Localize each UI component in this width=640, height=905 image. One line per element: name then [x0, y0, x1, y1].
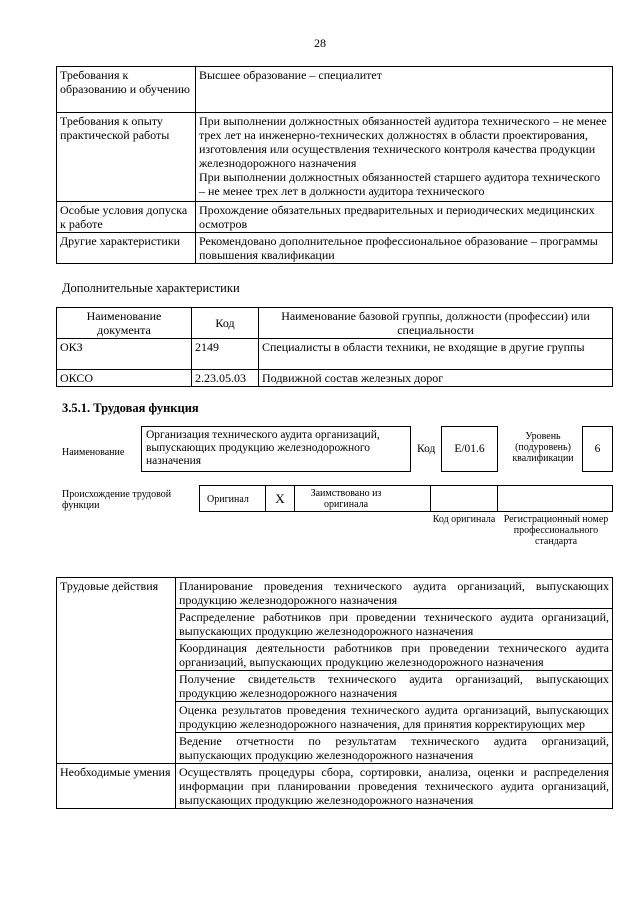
name-cell: Специалисты в области техники, не входящие в другие группы [259, 339, 613, 370]
actions-label: Трудовые действия [57, 578, 176, 764]
other-value: Рекомендовано дополнительное профессиональное образование – программы повышения квалификации [196, 233, 613, 264]
requirements-table [56, 66, 613, 264]
action-item: Распределение работников при проведении технического аудита организаций, выпускающих продукцию железнодорожного назначения [176, 609, 613, 640]
experience-label: Требования к опыту практической работы [57, 113, 196, 202]
additional-title: Дополнительные характеристики [62, 281, 240, 295]
education-label: Требования к образованию и обучению [57, 67, 196, 113]
level-value: 6 [594, 442, 601, 455]
function-heading: 3.5.1. Трудовая функция [62, 401, 199, 415]
function-name: Организация технического аудита организаций, выпускающих продукцию железнодорожного назначения [146, 429, 380, 467]
page-number: 28 [314, 36, 326, 50]
experience-value: При выполнении должностных обязанностей аудитора технического – не менее трех лет на инженерно-технических должностях в области проектирования, изготовления или осуществления технического контроля качества продукции железнодорожного назначения При выполнении должностных обязанностей старшего аудитора технического – не менее трех лет в должности аудитора технического [196, 113, 613, 202]
table-header-row [57, 308, 613, 339]
orig-code-cell [430, 485, 498, 512]
code-value-box [441, 426, 498, 472]
header-doc: Наименование документа [57, 308, 192, 339]
doc-cell: ОКСО [57, 370, 192, 387]
additional-table [56, 307, 613, 387]
table-row [57, 202, 613, 233]
origin-label: Происхождение трудовой функции [62, 489, 172, 511]
table-row [57, 578, 613, 609]
doc-cell: ОКЗ [57, 339, 192, 370]
header-name: Наименование базовой группы, должности (профессии) или специальности [259, 308, 613, 339]
skill-item: Осуществлять процедуры сбора, сортировки, анализа, оценки и распределения информации при планировании проведения технического аудита организаций, выпускающих продукцию железнодорожного назначения [176, 764, 613, 809]
borrowed-label: Заимствовано из оригинала [310, 488, 382, 510]
header-code: Код [192, 308, 259, 339]
code-cell: 2.23.05.03 [192, 370, 259, 387]
original-checkbox[interactable] [265, 485, 295, 512]
table-row [57, 233, 613, 264]
original-label: Оригинал [207, 494, 249, 505]
action-item: Получение свидетельств технического аудита организаций, выпускающих продукцию железнодорожного назначения [176, 671, 613, 702]
table-row [57, 67, 613, 113]
function-name-box [141, 426, 411, 472]
table-row [57, 113, 613, 202]
original-mark: X [275, 490, 285, 506]
table-row [57, 339, 613, 370]
level-value-box [582, 426, 613, 472]
special-conditions-value: Прохождение обязательных предварительных и периодических медицинских осмотров [196, 202, 613, 233]
action-item: Ведение отчетности по результатам технического аудита организаций, выпускающих продукцию железнодорожного назначения [176, 733, 613, 764]
orig-code-label: Код оригинала [432, 514, 496, 525]
other-label: Другие характеристики [57, 233, 196, 264]
name-cell: Подвижной состав железных дорог [259, 370, 613, 387]
reg-number-label: Регистрационный номер профессионального стандарта [503, 514, 609, 547]
action-item: Оценка результатов проведения технического аудита организаций, выпускающих продукцию железнодорожного назначения, для принятия корректирующих мер [176, 702, 613, 733]
actions-table [56, 577, 613, 809]
code-label: Код [417, 443, 436, 455]
origin-grid [199, 485, 613, 512]
code-value: Е/01.6 [454, 442, 485, 455]
level-label: Уровень (подуровень) квалификации [512, 431, 574, 464]
table-row [57, 370, 613, 387]
name-label: Наименование [62, 447, 125, 458]
special-conditions-label: Особые условия допуска к работе [57, 202, 196, 233]
action-item: Планирование проведения технического аудита организаций, выпускающих продукцию железнодорожного назначения [176, 578, 613, 609]
table-row [57, 764, 613, 809]
action-item: Координация деятельности работников при проведении технического аудита организаций, выпускающих продукцию железнодорожного назначения [176, 640, 613, 671]
skills-label: Необходимые умения [57, 764, 176, 809]
code-cell: 2149 [192, 339, 259, 370]
education-value: Высшее образование – специалитет [196, 67, 613, 113]
